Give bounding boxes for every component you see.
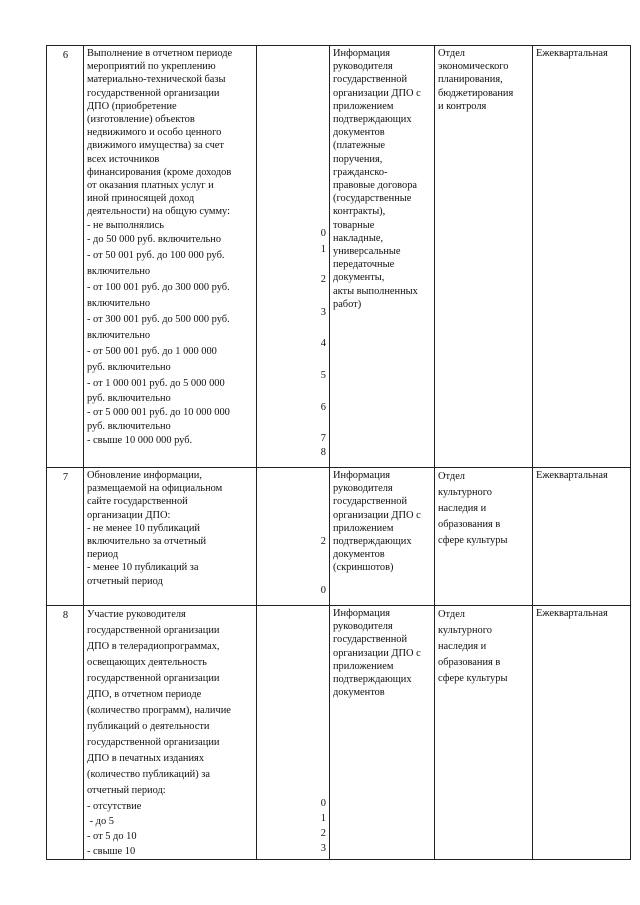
- criterion-line: сайте государственной: [87, 496, 188, 508]
- points-cell: [257, 46, 330, 468]
- source-line: передаточные: [333, 259, 395, 271]
- source-line: документов: [333, 127, 385, 139]
- criterion-line: размещаемой на официальном: [87, 483, 223, 495]
- source-line: приложением: [333, 100, 394, 112]
- source-line: подтверждающих: [333, 114, 412, 126]
- source-line: поручения,: [333, 153, 383, 165]
- source-line: работ): [333, 298, 362, 310]
- source-cell: [330, 46, 435, 468]
- criterion-line: государственной организации: [87, 673, 220, 684]
- criterion-line: - от 100 001 руб. до 300 000 руб.: [87, 281, 230, 293]
- department-line: образования в: [438, 519, 501, 530]
- criterion-line: включительно: [87, 297, 151, 309]
- source-line: организации ДПО с: [333, 87, 421, 99]
- department-cell: [435, 46, 533, 468]
- department-cell: [435, 468, 533, 606]
- frequency-cell: Ежеквартальная: [533, 468, 631, 606]
- source-line: акты выполненных: [333, 285, 418, 297]
- department-line: культурного: [438, 487, 492, 498]
- table-row-7: [47, 468, 631, 606]
- criterion-line: ДПО в печатных изданиях: [87, 753, 205, 764]
- source-line: гражданско-: [333, 166, 388, 178]
- points-value: 2: [320, 536, 326, 547]
- table-row-6: [47, 46, 631, 468]
- source-line: руководителя: [333, 483, 393, 495]
- points-value: 2: [320, 274, 326, 285]
- criterion-line: - от 500 001 руб. до 1 000 000: [87, 345, 217, 357]
- criterion-line: организации ДПО:: [87, 509, 171, 521]
- source-line: подтверждающих: [333, 674, 412, 686]
- criterion-line: включительно за отчетный: [87, 536, 207, 548]
- department-line: образования в: [438, 657, 501, 668]
- criterion-line: - не выполнялись: [87, 219, 164, 231]
- department-line: и контроля: [438, 100, 487, 112]
- source-line: руководителя: [333, 61, 393, 73]
- criterion-line: иной приносящей доход: [87, 193, 195, 205]
- criterion-line: недвижимого и особо ценного: [87, 127, 222, 139]
- criteria-table: [46, 45, 631, 860]
- department-line: Отдел: [438, 609, 465, 620]
- points-value: 0: [320, 585, 326, 596]
- criterion-line: - до 5: [87, 816, 114, 827]
- criterion-line: включительно: [87, 265, 151, 277]
- source-line: Информация: [333, 48, 391, 59]
- department-line: сфере культуры: [438, 673, 508, 684]
- source-line: государственной: [333, 634, 408, 646]
- source-cell: [330, 606, 435, 860]
- department-line: Отдел: [438, 48, 465, 59]
- row-number: 6: [47, 46, 84, 468]
- criterion-line: - от 5 000 001 руб. до 10 000 000: [87, 406, 230, 418]
- criterion-line: ДПО, в отчетном периоде: [87, 689, 202, 700]
- department-line: сфере культуры: [438, 535, 508, 546]
- source-line: организации ДПО с: [333, 509, 421, 521]
- source-line: (государственные: [333, 193, 412, 205]
- source-line: документов: [333, 549, 385, 561]
- source-line: приложением: [333, 522, 394, 534]
- department-line: культурного: [438, 625, 492, 636]
- criterion-line: - свыше 10: [87, 846, 136, 857]
- points-value: 6: [320, 402, 326, 413]
- criterion-line: государственной организации: [87, 87, 220, 99]
- source-line: документов: [333, 687, 385, 699]
- criterion-line: ДПО (приобретение: [87, 100, 177, 112]
- source-line: государственной: [333, 74, 408, 86]
- criterion-line: (количество публикаций) за: [87, 769, 211, 780]
- source-line: накладные,: [333, 232, 384, 244]
- source-cell: [330, 468, 435, 606]
- criterion-line: руб. включительно: [87, 392, 171, 404]
- department-cell: [435, 606, 533, 860]
- criterion-line: - от 300 001 руб. до 500 000 руб.: [87, 313, 230, 325]
- criterion-line: - от 5 до 10: [87, 831, 137, 842]
- points-value: 5: [320, 370, 326, 381]
- criterion-line: от оказания платных услуг и: [87, 180, 214, 192]
- points-value: 2: [320, 828, 326, 839]
- criterion-line: государственной организации: [87, 737, 220, 748]
- criterion-line: всех источников: [87, 153, 160, 165]
- points-cell: [257, 606, 330, 860]
- criterion-line: руб. включительно: [87, 420, 171, 432]
- criterion-line: отчетный период:: [87, 785, 166, 796]
- criterion-line: (количество программ), наличие: [87, 705, 231, 716]
- points-value: 4: [320, 338, 326, 349]
- points-value: 8: [320, 447, 326, 458]
- criterion-line: государственной организации: [87, 625, 220, 636]
- source-line: правовые договора: [333, 180, 418, 192]
- criterion-line: включительно: [87, 329, 151, 341]
- source-line: руководителя: [333, 621, 393, 633]
- criterion-line: - от 1 000 001 руб. до 5 000 000: [87, 377, 225, 389]
- source-line: универсальные: [333, 246, 401, 258]
- department-line: наследия и: [438, 503, 487, 514]
- points-cell: [257, 468, 330, 606]
- source-line: подтверждающих: [333, 536, 412, 548]
- criterion-line: руб. включительно: [87, 361, 171, 373]
- criterion-line: мероприятий по укреплению: [87, 61, 216, 73]
- criterion-line: финансирования (кроме доходов: [87, 166, 232, 178]
- criterion-line: движимого имущества) за счет: [87, 140, 224, 152]
- criterion-line: Выполнение в отчетном периоде: [87, 48, 233, 59]
- department-line: бюджетирования: [438, 87, 514, 99]
- criterion-line: материально-технической базы: [87, 74, 226, 86]
- criterion-line: Обновление информации,: [87, 470, 202, 481]
- criterion-line: - отсутствие: [87, 801, 142, 812]
- department-line: планирования,: [438, 74, 503, 86]
- source-line: организации ДПО с: [333, 647, 421, 659]
- criterion-line: ДПО в телерадиопрограммах,: [87, 641, 220, 652]
- source-line: государственной: [333, 496, 408, 508]
- points-value: 7: [320, 433, 326, 444]
- source-line: контракты),: [333, 206, 386, 218]
- criterion-line: - от 50 001 руб. до 100 000 руб.: [87, 249, 225, 261]
- criterion-cell: [84, 606, 257, 860]
- row-number: 7: [47, 468, 84, 606]
- points-value: 0: [320, 798, 326, 809]
- points-value: 3: [320, 307, 326, 318]
- criterion-line: освещающих деятельность: [87, 657, 207, 668]
- department-line: Отдел: [438, 471, 465, 482]
- source-line: документы,: [333, 272, 385, 284]
- points-value: 3: [320, 843, 326, 854]
- criterion-line: отчетный период: [87, 575, 163, 587]
- criterion-line: деятельности) на общую сумму:: [87, 206, 230, 218]
- criterion-line: (изготовление) объектов: [87, 114, 195, 126]
- source-line: (скриншотов): [333, 562, 394, 574]
- source-line: товарные: [333, 219, 375, 231]
- source-line: Информация: [333, 608, 391, 619]
- points-value: 1: [320, 244, 326, 255]
- criterion-line: - не менее 10 публикаций: [87, 522, 200, 534]
- source-line: приложением: [333, 660, 394, 672]
- source-line: (платежные: [333, 140, 386, 152]
- criterion-line: - менее 10 публикаций за: [87, 562, 199, 574]
- table-row-8: [47, 606, 631, 860]
- department-line: наследия и: [438, 641, 487, 652]
- criterion-line: - свыше 10 000 000 руб.: [87, 434, 193, 446]
- source-line: Информация: [333, 470, 391, 481]
- points-value: 1: [320, 813, 326, 824]
- criterion-line: период: [87, 549, 119, 561]
- department-line: экономического: [438, 61, 509, 73]
- criterion-line: - до 50 000 руб. включительно: [87, 233, 222, 245]
- row-number: 8: [47, 606, 84, 860]
- frequency-cell: Ежеквартальная: [533, 46, 631, 468]
- frequency-cell: Ежеквартальная: [533, 606, 631, 860]
- criterion-line: публикаций о деятельности: [87, 721, 210, 732]
- criterion-cell: [84, 46, 257, 468]
- points-value: 0: [320, 228, 326, 239]
- criterion-cell: [84, 468, 257, 606]
- criterion-line: Участие руководителя: [87, 609, 186, 620]
